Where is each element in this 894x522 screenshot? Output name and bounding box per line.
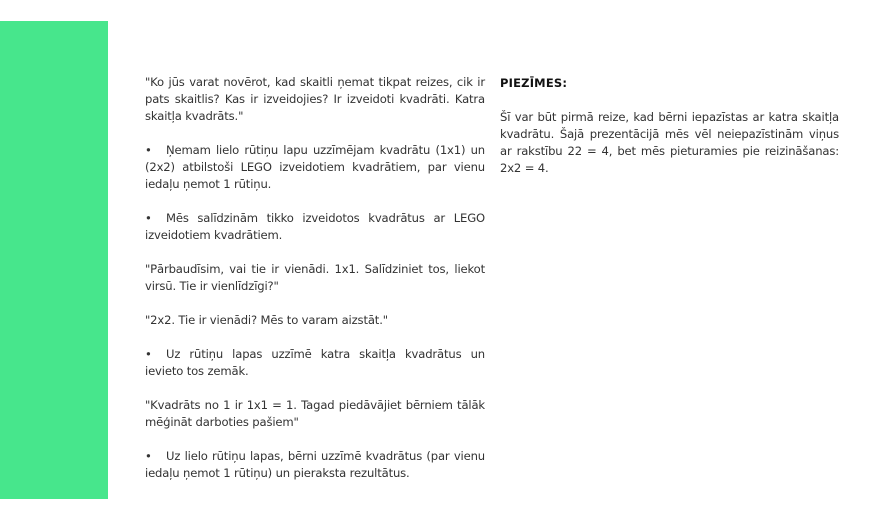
paragraph-intro-quote: "Ko jūs varat novērot, kad skaitli ņemat tikpat reizes, cik ir pats skaitlis? Kas ir izveidojies? Ir izveidoti kvadrāti. Katra skaitļa kvadrāts." xyxy=(145,75,485,123)
bullet-icon: • xyxy=(145,449,152,463)
bullet-item xyxy=(145,142,485,193)
bullet-icon: • xyxy=(145,211,152,225)
bullet-text: Mēs salīdzinām tikko izveidotos kvadrātus ar LEGO izveidotiem kvadrātiem. xyxy=(145,211,485,242)
bullet-text: Uz lielo rūtiņu lapas, bērni uzzīmē kvadrātus (par vienu iedaļu ņemot 1 rūtiņu) un pieraksta rezultātus. xyxy=(145,449,485,480)
bullet-item xyxy=(145,346,485,380)
accent-bar xyxy=(0,21,108,499)
notes-panel xyxy=(500,76,839,177)
bullet-icon: • xyxy=(145,143,152,157)
notes-title: PIEZĪMES: xyxy=(500,76,568,90)
paragraph-quote: "Kvadrāts no 1 ir 1x1 = 1. Tagad piedāvājiet bērniem tālāk mēģināt darboties pašiem" xyxy=(145,398,485,429)
bullet-icon: • xyxy=(145,347,152,361)
bullet-text: Ņemam lielo rūtiņu lapu uzzīmējam kvadrātu (1x1) un (2x2) atbilstoši LEGO izveidotiem kvadrātiem, par vienu iedaļu ņemot 1 rūtiņu. xyxy=(145,143,485,191)
bullet-item xyxy=(145,448,485,482)
paragraph-quote: "Pārbaudīsim, vai tie ir vienādi. 1x1. Salīdziniet tos, liekot virsū. Tie ir vienlīdzīgi?" xyxy=(145,262,485,293)
bullet-text: Uz rūtiņu lapas uzzīmē katra skaitļa kvadrātus un ievieto tos zemāk. xyxy=(145,347,485,378)
paragraph-quote: "2x2. Tie ir vienādi? Mēs to varam aizstāt." xyxy=(145,313,388,327)
notes-body: Šī var būt pirmā reize, kad bērni iepazīstas ar katra skaitļa kvadrātu. Šajā prezentācijā mēs vēl neiepazīstinām viņus ar rakstību 22 = 4, bet mēs pieturamies pie reizināšanas: 2x2 = 4. xyxy=(500,110,839,175)
main-content xyxy=(145,74,485,499)
bullet-item xyxy=(145,210,485,244)
